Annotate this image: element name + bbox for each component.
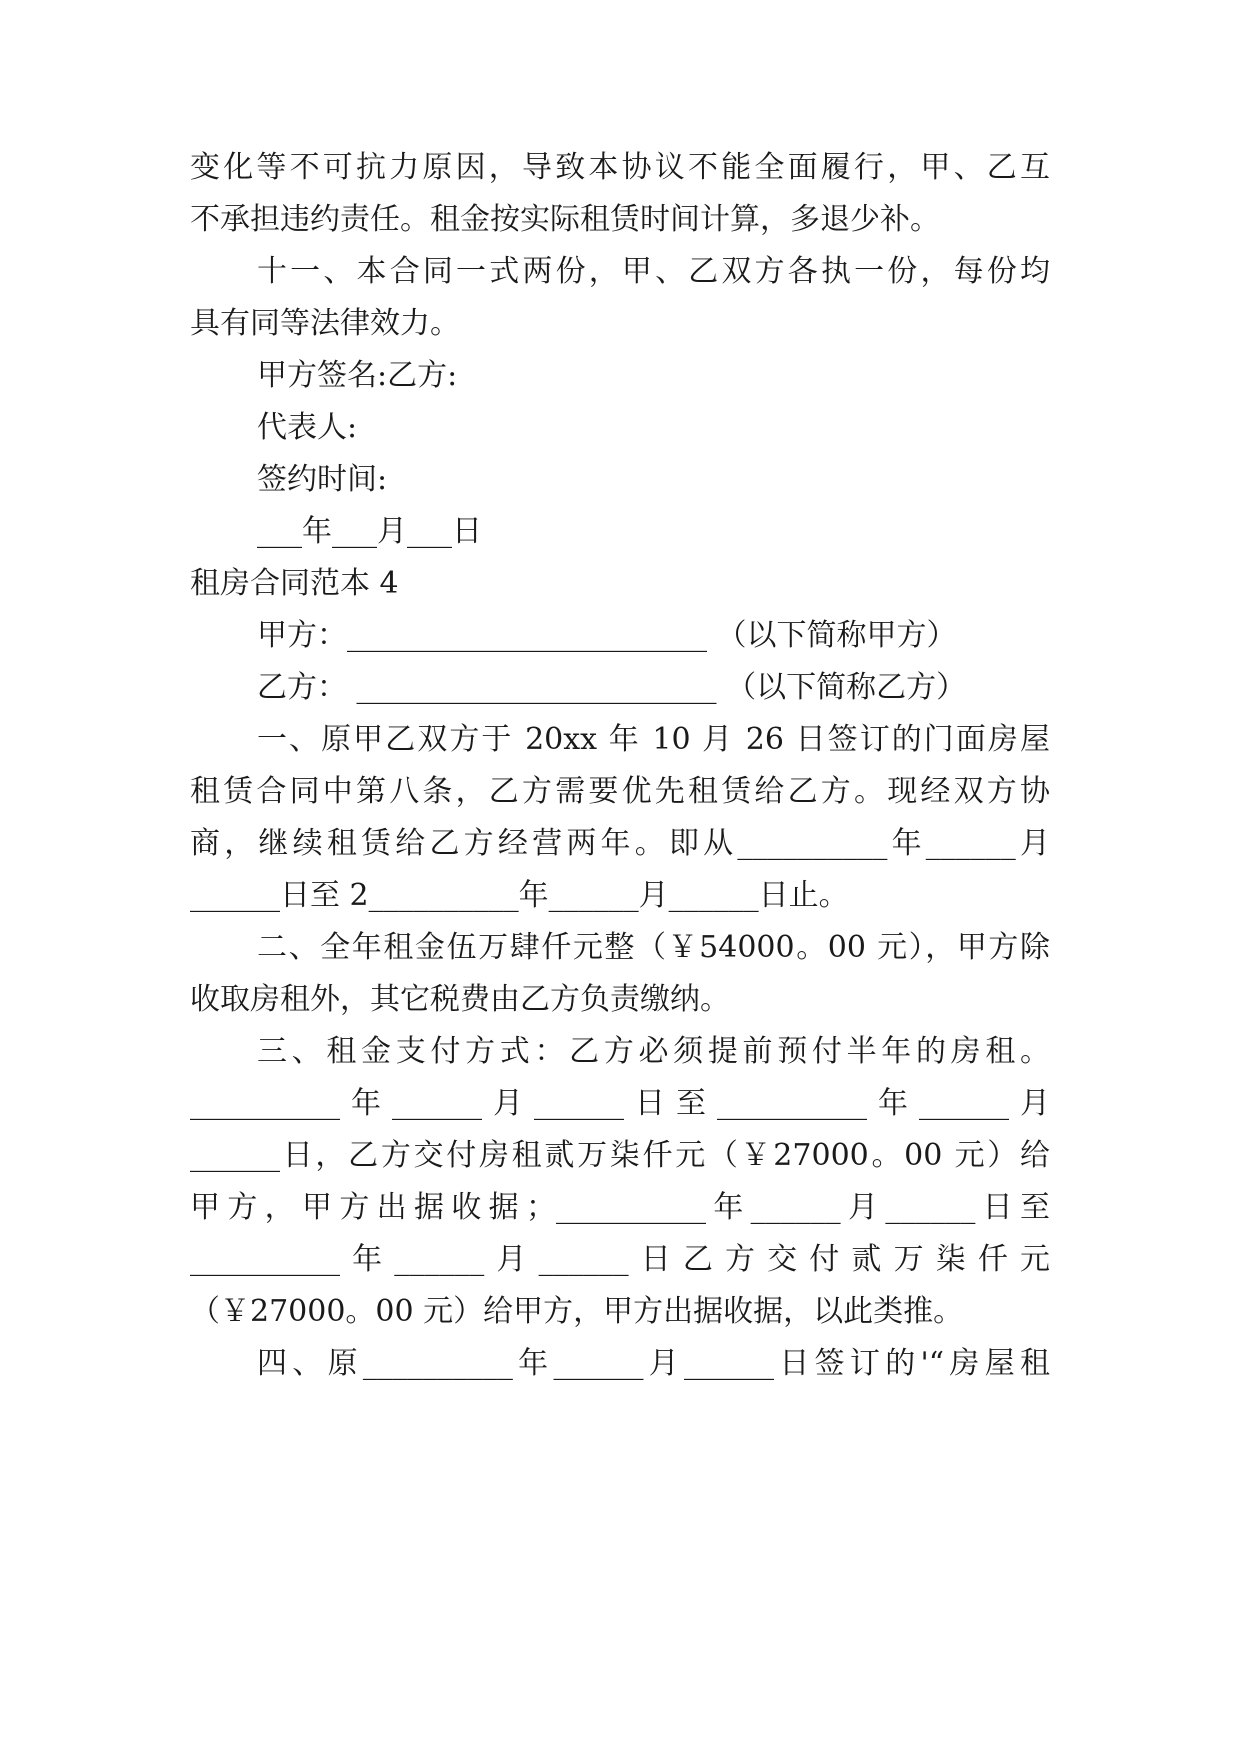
text-line: 十一、本合同一式两份，甲、乙双方各执一份，每份均 [257, 254, 1050, 289]
text-line: __________年______月______日乙方交付贰万柒仟元 [190, 1242, 1050, 1277]
signature-line: 甲方签名:乙方: [257, 358, 458, 393]
text-line: ______日，乙方交付房租贰万柒仟元（￥27000。00 元）给 [190, 1138, 1050, 1173]
party-a-line: 甲方：________________________ （以下简称甲方） [257, 618, 957, 653]
date-blank-line: ___年___月___日 [257, 514, 482, 549]
text-line: 四、原__________年______月______日签订的'“房屋租 [257, 1346, 1050, 1381]
text-line: 二、全年租金伍万肆仟元整（￥54000。00 元），甲方除 [257, 930, 1050, 965]
sign-date-label: 签约时间: [257, 462, 388, 497]
text-line: （￥27000。00 元）给甲方，甲方出据收据，以此类推。 [190, 1294, 964, 1329]
text-line: 商，继续租赁给乙方经营两年。即从__________年______月 [190, 826, 1050, 861]
text-line: 甲方，甲方出据收据；__________年______月______日至 [190, 1190, 1050, 1225]
text-line: 三、租金支付方式：乙方必须提前预付半年的房租。 [257, 1034, 1050, 1069]
text-line: 收取房租外，其它税费由乙方负责缴纳。 [190, 982, 730, 1017]
section-heading: 租房合同范本 4 [190, 566, 399, 601]
text-line: ______日至 2__________年______月______日止。 [190, 878, 849, 913]
text-line: 具有同等法律效力。 [190, 306, 460, 341]
text-line: 租赁合同中第八条，乙方需要优先租赁给乙方。现经双方协 [190, 774, 1050, 809]
text-line: 不承担违约责任。租金按实际租赁时间计算，多退少补。 [190, 202, 940, 237]
party-b-line: 乙方： ________________________ （以下简称乙方） [257, 670, 967, 705]
text-line: 变化等不可抗力原因，导致本协议不能全面履行，甲、乙互 [190, 150, 1050, 185]
text-line: 一、原甲乙双方于 20xx 年 10 月 26 日签订的门面房屋 [257, 722, 1050, 757]
representative-line: 代表人: [257, 410, 358, 445]
text-line: __________年______月______日至__________年______月 [190, 1086, 1050, 1121]
